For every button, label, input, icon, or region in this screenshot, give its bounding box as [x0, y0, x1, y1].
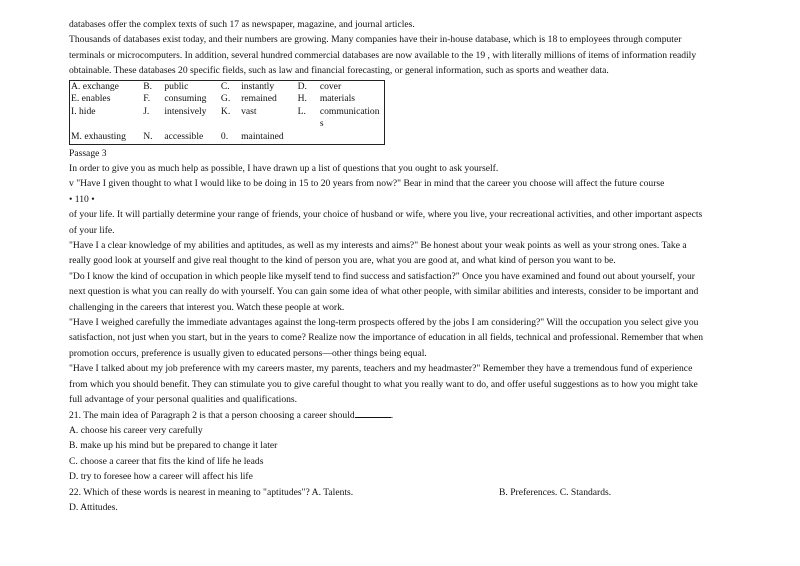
question-21-option-c: C. choose a career that fits the kind of life he leads [69, 455, 264, 467]
passage3-text [69, 161, 731, 408]
word-bank-cell: K. [220, 105, 231, 117]
intro-line-2: Thousands of databases exist today, and their numbers are growing. Many companies have their in-house database, which is 18 to employees through computer [69, 34, 682, 46]
word-bank-cell: M. exhausting [71, 131, 126, 142]
intro-line-1: databases offer the complex texts of such 17 as newspaper, magazine, and journal articles. [69, 19, 415, 30]
word-bank-cell: J. [143, 105, 150, 117]
word-bank-cell: instantly [241, 80, 275, 92]
word-bank-cell [319, 131, 385, 144]
passage3-line: "Do I know the kind of occupation in which people like myself tend to find success and satisfaction?" Once you have examined and found out about yourself, your [69, 270, 695, 282]
word-bank-cell: A. exchange [71, 80, 119, 92]
question-21-option-d: D. try to foresee how a career will affect his life [69, 471, 253, 483]
word-bank-cell: H. [297, 93, 307, 105]
question-22-text: 22. Which of these words is nearest in meaning to "aptitudes"? A. Talents. [69, 486, 354, 498]
passage3-line: "Have I a clear knowledge of my abilities and aptitudes, as well as my interests and aims?" Be honest about your weak points as well as your strong ones. Take a [69, 240, 687, 252]
passage3-line: from which you should benefit. They can stimulate you to give careful thought to what you really want to do, and offer useful suggestions as to how you might take [69, 378, 698, 390]
word-bank-cell: G. [220, 93, 231, 105]
word-bank-row [70, 106, 385, 131]
passage3-line: next question is what you can really do with yourself. You can gain some idea of what other people, with similar abilities and interests, consider to be important and [69, 286, 699, 298]
word-bank-row [70, 80, 385, 93]
passage3-line: really good look at yourself and give real thought to the kind of person you are, what you are good at, and what kind of person you want to be. [69, 255, 616, 267]
question-21-option-a: A. choose his career very carefully [69, 424, 203, 436]
word-bank-table [69, 80, 385, 145]
word-bank-cell: accessible [164, 131, 204, 142]
word-bank-cell: maintained [241, 131, 284, 142]
word-bank-cell: remained [241, 93, 277, 105]
word-bank-cell: L. [297, 105, 306, 117]
word-bank-cell: D. [297, 80, 307, 92]
passage3-line: full advantage of your personal qualities and qualifications. [69, 394, 298, 406]
question-21-stem [69, 408, 731, 423]
word-bank-cell: vast [241, 105, 257, 117]
word-bank-cell: cover [319, 80, 342, 92]
intro-line-4: obtainable. These databases 20 specific fields, such as law and financial forecasting, or general information, such as sports and weather data. [69, 65, 609, 77]
passage3-line: In order to give you as much help as possible, I have drawn up a list of questions that you ought to ask yourself. [69, 163, 499, 174]
question-22-options-bc: B. Preferences. C. Standards. [499, 486, 612, 498]
word-bank-cell: public [164, 80, 189, 92]
word-bank-cell: communications [319, 105, 380, 130]
word-bank-cell: B. [143, 80, 152, 92]
word-bank-cell: C. [220, 80, 230, 92]
word-bank-cell: I. hide [71, 105, 96, 117]
word-bank-cell: materials [319, 93, 355, 105]
passage3-line: of your life. It will partially determine your range of friends, your choice of husband or wife, where you live, your recreational activities, and other important aspects [69, 209, 703, 221]
word-bank-cell [297, 131, 319, 144]
passage3-line: "Have I talked about my job preference with my careers master, my parents, teachers and my headmaster?" Remember they have a tremendous fund of experience [69, 363, 693, 375]
passage3-line: "Have I weighed carefully the immediate advantages against the long-term prospects offered by the jobs I am considering?" Will the occupation you select give you [69, 317, 699, 329]
word-bank-cell: N. [143, 131, 153, 142]
question-21-option-b: B. make up his mind but be prepared to change it later [69, 440, 278, 452]
word-bank-row [70, 93, 385, 106]
word-bank-cell: F. [143, 93, 151, 105]
passage3-line: satisfaction, not just when you start, but in the years to come? Realize now the importance of education in all fields, technical and professional. Remember that when [69, 332, 704, 344]
passage3-line: • 110 • [69, 193, 95, 205]
passage3-line: v "Have I given thought to what I would like to be doing in 15 to 20 years from now?" Bear in mind that the career you choose will affect the future course [69, 178, 665, 190]
word-bank-cell: intensively [164, 105, 207, 117]
passage3-heading: Passage 3 [69, 147, 107, 159]
passage3-line: challenging in the careers that interest you. Watch these people at work. [69, 301, 345, 313]
question-21-text: 21. The main idea of Paragraph 2 is that a person choosing a career should [69, 409, 355, 421]
word-bank-cell: consuming [164, 93, 207, 105]
document-page [69, 17, 731, 515]
intro-line-3: terminals or microcomputers. In addition, several hundred commercial databases are now available to the 19 , with literally millions of items of information readily [69, 49, 697, 61]
word-bank-cell: E. enables [71, 93, 111, 105]
passage3-line: promotion occurs, preference is usually given to educated persons—other things being equal. [69, 347, 427, 359]
question-21-end: . [390, 409, 394, 421]
word-bank-row [70, 131, 385, 144]
question-22-stem [69, 485, 731, 500]
answer-blank [355, 408, 391, 418]
question-22-option-d: D. Attitudes. [69, 501, 118, 513]
word-bank-body [70, 80, 385, 144]
word-bank-cell: 0. [220, 131, 229, 142]
passage3-line: of your life. [69, 224, 115, 236]
